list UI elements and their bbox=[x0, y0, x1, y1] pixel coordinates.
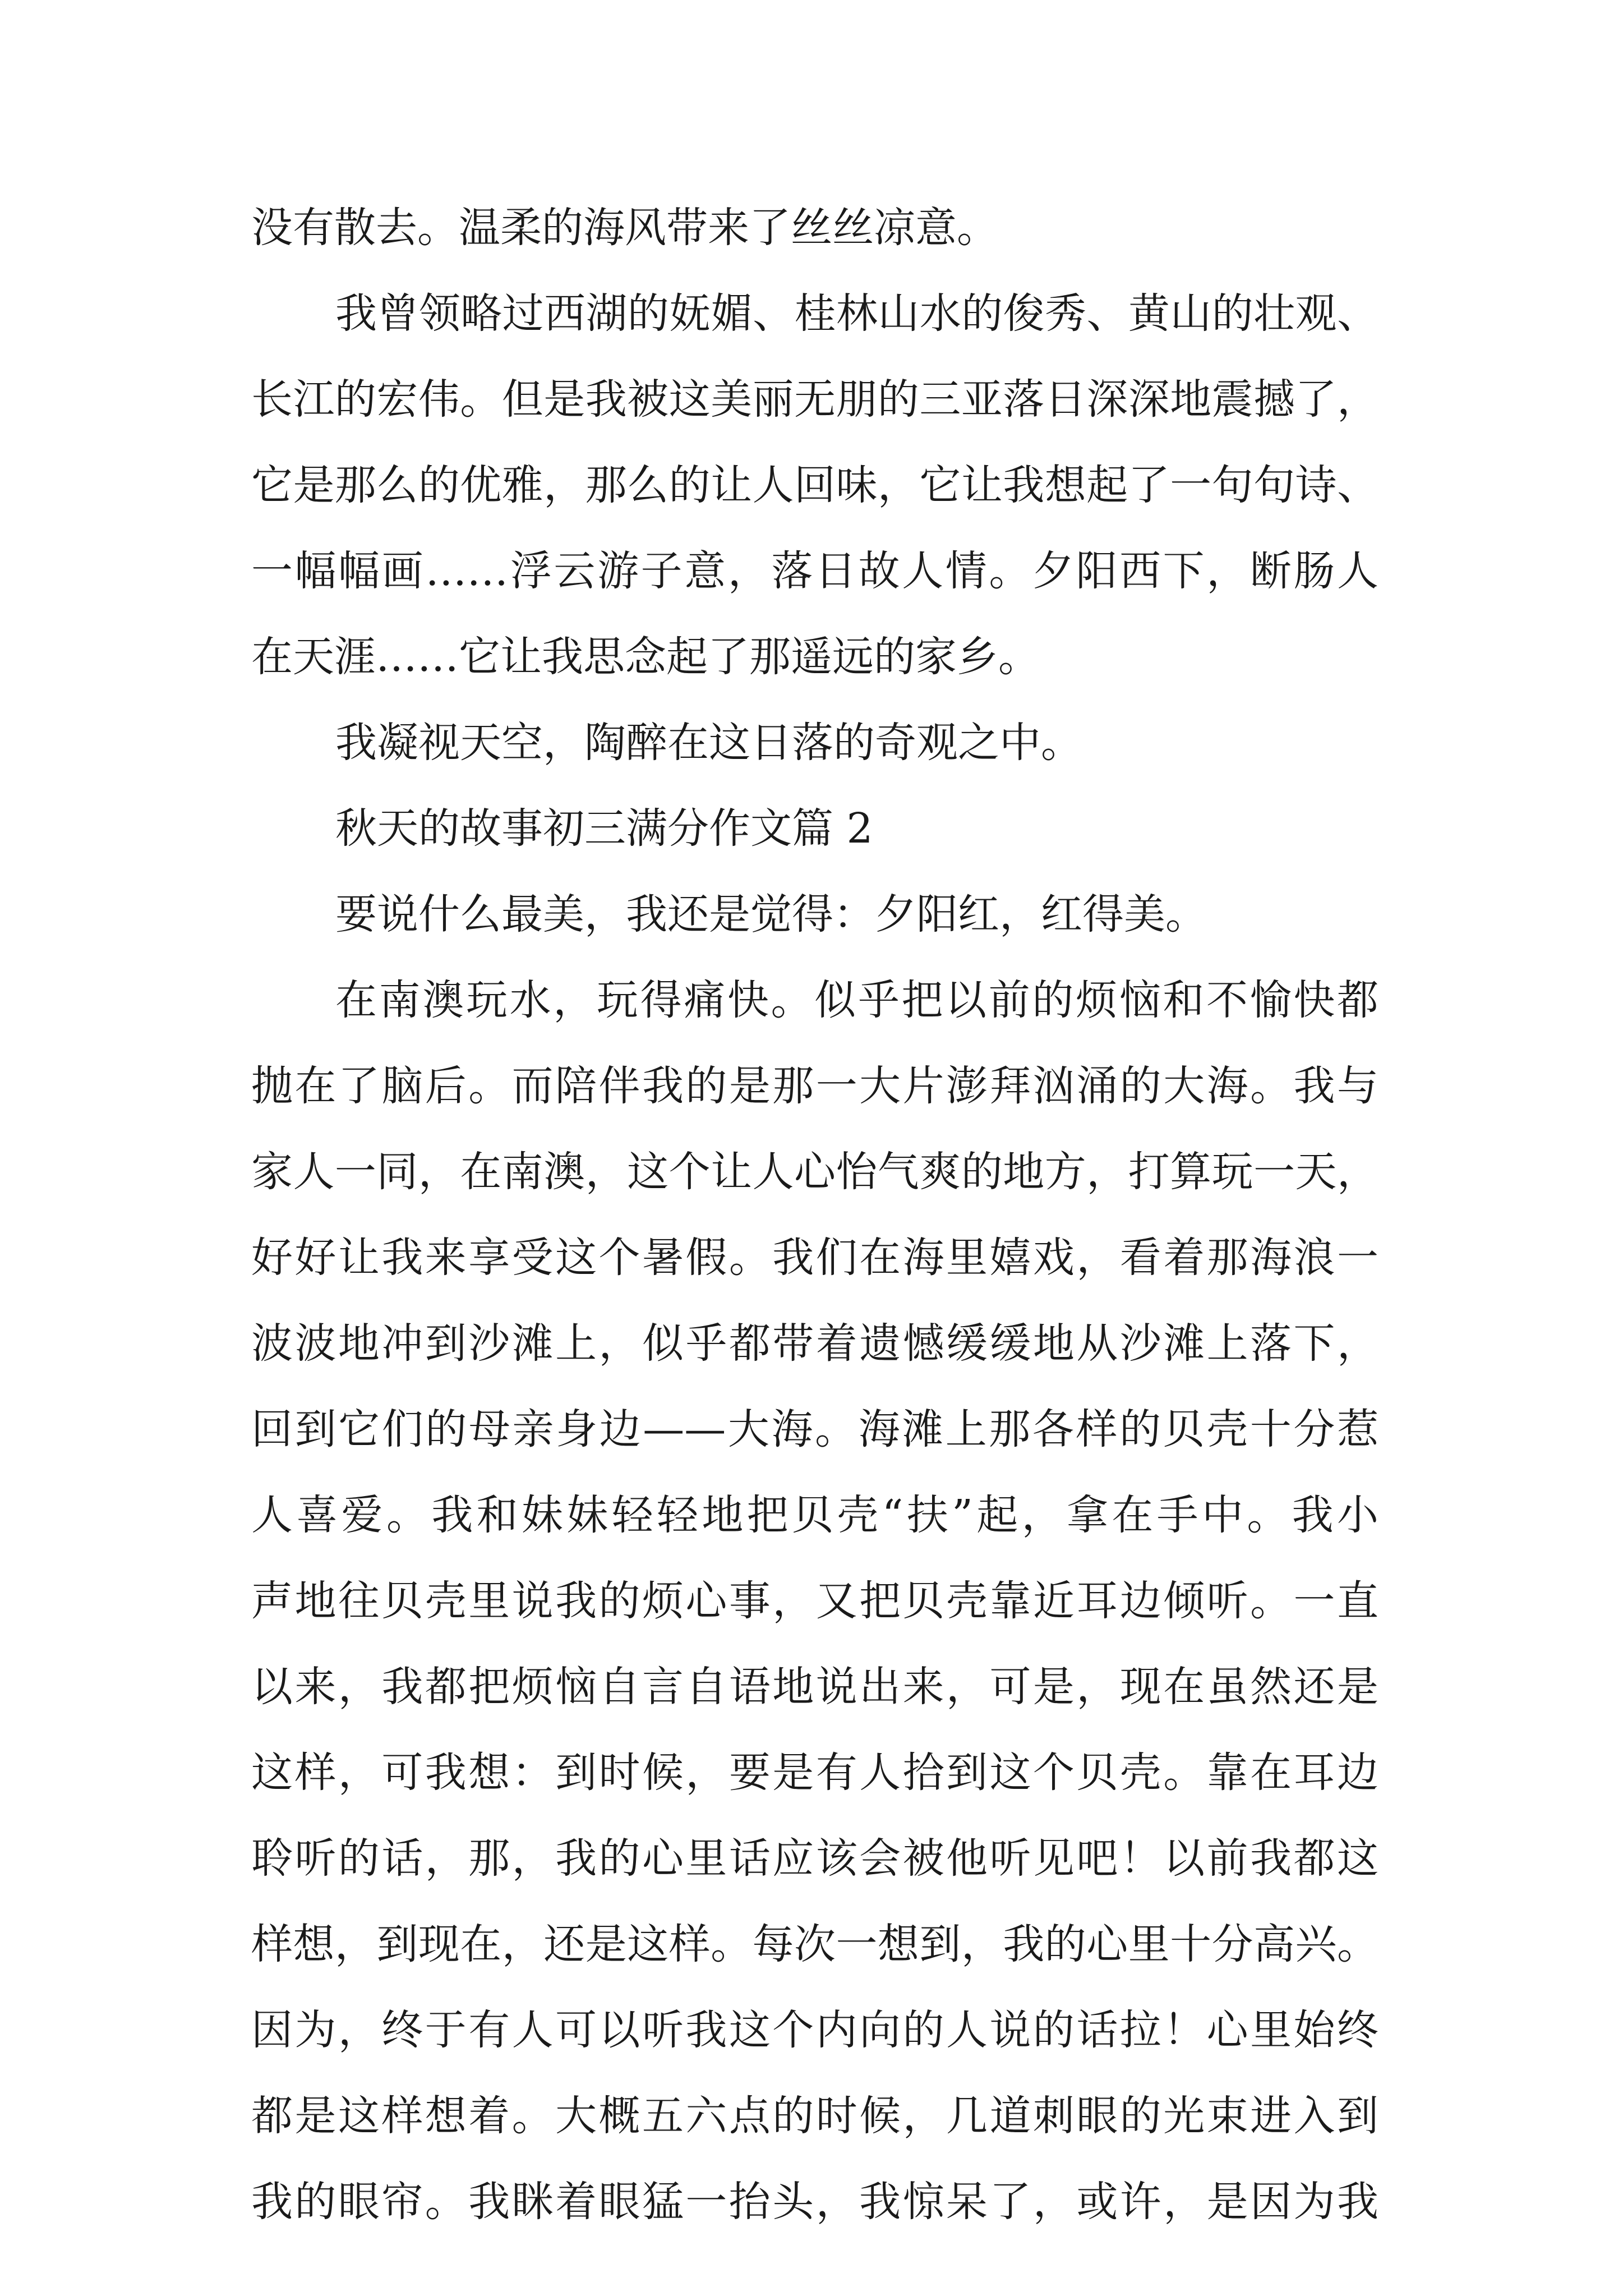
text-line: 我凝视天空，陶醉在这日落的奇观之中。 bbox=[335, 719, 1082, 767]
text-line: 我的眼帘。我眯着眼猛一抬头，我惊呆了，或许，是因为我 bbox=[251, 2178, 1378, 2226]
text-line: 好好让我来享受这个暑假。我们在海里嬉戏，看着那海浪一 bbox=[251, 1234, 1378, 1282]
text-line: 这样，可我想：到时候，要是有人拾到这个贝壳。靠在耳边 bbox=[251, 1749, 1378, 1797]
text-line: 一幅幅画……浮云游子意，落日故人情。夕阳西下，断肠人 bbox=[251, 547, 1378, 595]
text-line: 因为，终于有人可以听我这个内向的人说的话拉！心里始终 bbox=[251, 2006, 1378, 2054]
text-line: 声地往贝壳里说我的烦心事，又把贝壳靠近耳边倾听。一直 bbox=[251, 1577, 1378, 1625]
text-line: 要说什么最美，我还是觉得：夕阳红，红得美。 bbox=[335, 890, 1207, 938]
text-line: 波波地冲到沙滩上，似乎都带着遗憾缓缓地从沙滩上落下， bbox=[251, 1319, 1378, 1368]
text-line: 在天涯……它让我思念起了那遥远的家乡。 bbox=[251, 633, 1040, 681]
text-line: 回到它们的母亲身边——大海。海滩上那各样的贝壳十分惹 bbox=[251, 1405, 1378, 1453]
text-line: 我曾领略过西湖的妩媚、桂林山水的俊秀、黄山的壮观、 bbox=[335, 289, 1378, 338]
text-line: 样想，到现在，还是这样。每次一想到，我的心里十分高兴。 bbox=[251, 1920, 1378, 1968]
text-line: 聆听的话，那，我的心里话应该会被他听见吧！以前我都这 bbox=[251, 1834, 1378, 1883]
text-line: 抛在了脑后。而陪伴我的是那一大片澎拜汹涌的大海。我与 bbox=[251, 1062, 1378, 1110]
text-line: 都是这样想着。大概五六点的时候，几道刺眼的光束进入到 bbox=[251, 2092, 1378, 2140]
text-line: 以来，我都把烦恼自言自语地说出来，可是，现在虽然还是 bbox=[251, 1663, 1378, 1711]
text-line: 没有散去。温柔的海风带来了丝丝凉意。 bbox=[251, 204, 998, 252]
section-heading: 秋天的故事初三满分作文篇 2 bbox=[335, 804, 873, 853]
text-line: 家人一同，在南澳，这个让人心怡气爽的地方，打算玩一天， bbox=[251, 1148, 1378, 1196]
text-line: 长江的宏伟。但是我被这美丽无朋的三亚落日深深地震撼了， bbox=[251, 375, 1378, 424]
text-line: 在南澳玩水，玩得痛快。似乎把以前的烦恼和不愉快都 bbox=[335, 976, 1378, 1024]
text-line: 人喜爱。我和妹妹轻轻地把贝壳“扶”起，拿在手中。我小 bbox=[251, 1491, 1378, 1539]
text-line: 它是那么的优雅，那么的让人回味，它让我想起了一句句诗、 bbox=[251, 461, 1378, 509]
